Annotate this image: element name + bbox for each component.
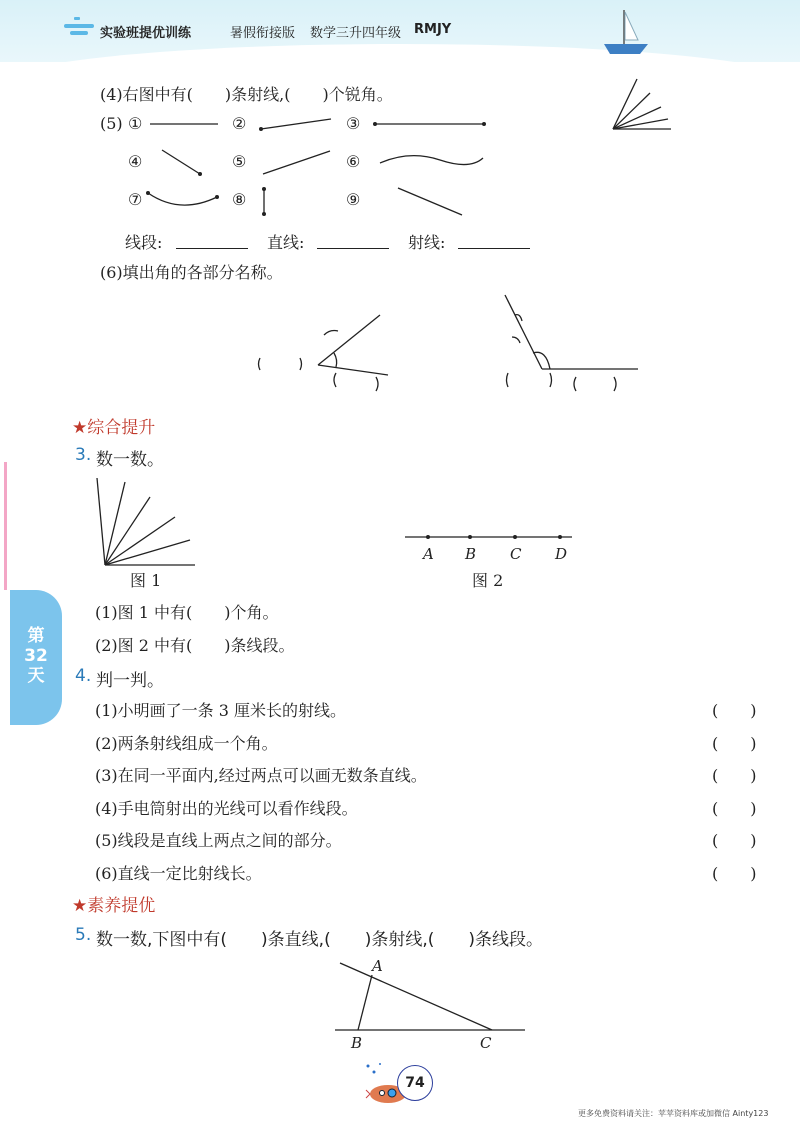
judge-answer-blank[interactable]: ( ) <box>712 798 757 818</box>
star-icon: ★ <box>72 418 88 438</box>
point-d: D <box>555 545 568 563</box>
day-tab <box>10 590 62 725</box>
header-edition: 暑假衔接版 <box>230 26 296 41</box>
point-b: B <box>351 1034 363 1052</box>
q3-item-1: (1)图 1 中有( )个角。 <box>95 603 279 622</box>
judge-answer-blank[interactable]: ( ) <box>712 831 757 850</box>
mark-8: ⑧ <box>232 190 247 209</box>
blank-ray-label: 射线: <box>408 233 446 252</box>
blank-segment-label: 线段: <box>125 233 163 252</box>
line-figures <box>0 0 800 230</box>
header-publisher: RMJY <box>414 22 452 37</box>
blank-segment-input[interactable] <box>176 248 248 249</box>
judge-item: (1)小明画了一条 3 厘米长的射线。 <box>95 701 347 720</box>
fig2-caption: 图 2 <box>472 571 504 590</box>
mark-6: ⑥ <box>346 152 361 171</box>
section-title-text: 素养提优 <box>87 896 156 916</box>
section-comprehensive-title <box>72 413 155 438</box>
day-tab-line2: 32 <box>24 646 48 666</box>
judge-item: (2)两条射线组成一个角。 <box>95 733 278 753</box>
fig1-caption: 图 1 <box>130 571 162 590</box>
mark-3: ③ <box>346 114 361 133</box>
point-a: A <box>423 545 434 563</box>
judge-item: (5)线段是直线上两点之间的部分。 <box>95 831 342 850</box>
mark-1: ① <box>128 114 143 133</box>
edge-strip <box>4 462 7 590</box>
header-subject: 数学三升四年级 <box>310 26 402 41</box>
q5-figure <box>0 950 800 1040</box>
point-a: A <box>372 957 383 975</box>
mark-4: ④ <box>128 152 143 171</box>
judge-item: (6)直线一定比射线长。 <box>95 863 262 883</box>
judge-answer-blank[interactable]: ( ) <box>712 863 757 883</box>
day-tab-line1: 第 <box>27 626 45 646</box>
q5-number: 5. <box>75 925 92 945</box>
mark-7: ⑦ <box>128 190 143 209</box>
section-literacy-title <box>72 891 155 916</box>
point-c: C <box>510 545 522 563</box>
section-title-text: 综合提升 <box>87 418 156 438</box>
judge-answer-blank[interactable]: ( ) <box>712 766 757 785</box>
page-number: 74 <box>397 1065 433 1101</box>
q4-text: (4)右图中有( )条射线,( )个锐角。 <box>100 85 393 104</box>
q3-title: 数一数。 <box>96 450 164 470</box>
blank-ray-input[interactable] <box>458 248 530 249</box>
day-tab-line3: 天 <box>27 666 45 686</box>
q4-number: 4. <box>75 666 92 686</box>
judge-item: (4)手电筒射出的光线可以看作线段。 <box>95 798 358 818</box>
footer-note: 更多免费资料请关注：苹苹资料库或加微信 Ainty123 <box>578 1109 769 1118</box>
q5-label: (5) <box>100 114 123 133</box>
star-icon: ★ <box>72 896 88 916</box>
q5-text: 数一数,下图中有( )条直线,( )条射线,( )条线段。 <box>96 930 544 950</box>
q4-title: 判一判。 <box>96 671 164 691</box>
q3-number: 3. <box>75 445 92 465</box>
mark-9: ⑨ <box>346 190 361 209</box>
mark-2: ② <box>232 114 247 133</box>
blank-line-input[interactable] <box>317 248 389 249</box>
mark-5: ⑤ <box>232 152 247 171</box>
judge-answer-blank[interactable]: ( ) <box>712 701 757 720</box>
judge-answer-blank[interactable]: ( ) <box>712 733 757 753</box>
q3-item-2: (2)图 2 中有( )条线段。 <box>95 636 295 655</box>
judge-item: (3)在同一平面内,经过两点可以画无数条直线。 <box>95 766 427 785</box>
point-b: B <box>465 545 477 563</box>
q6-text: (6)填出角的各部分名称。 <box>100 263 283 282</box>
header-series: 实验班提优训练 <box>100 26 192 41</box>
point-c: C <box>480 1034 492 1052</box>
blank-line-label: 直线: <box>267 233 305 252</box>
q3-figures <box>0 470 800 570</box>
angle-parts-figure <box>250 285 650 400</box>
